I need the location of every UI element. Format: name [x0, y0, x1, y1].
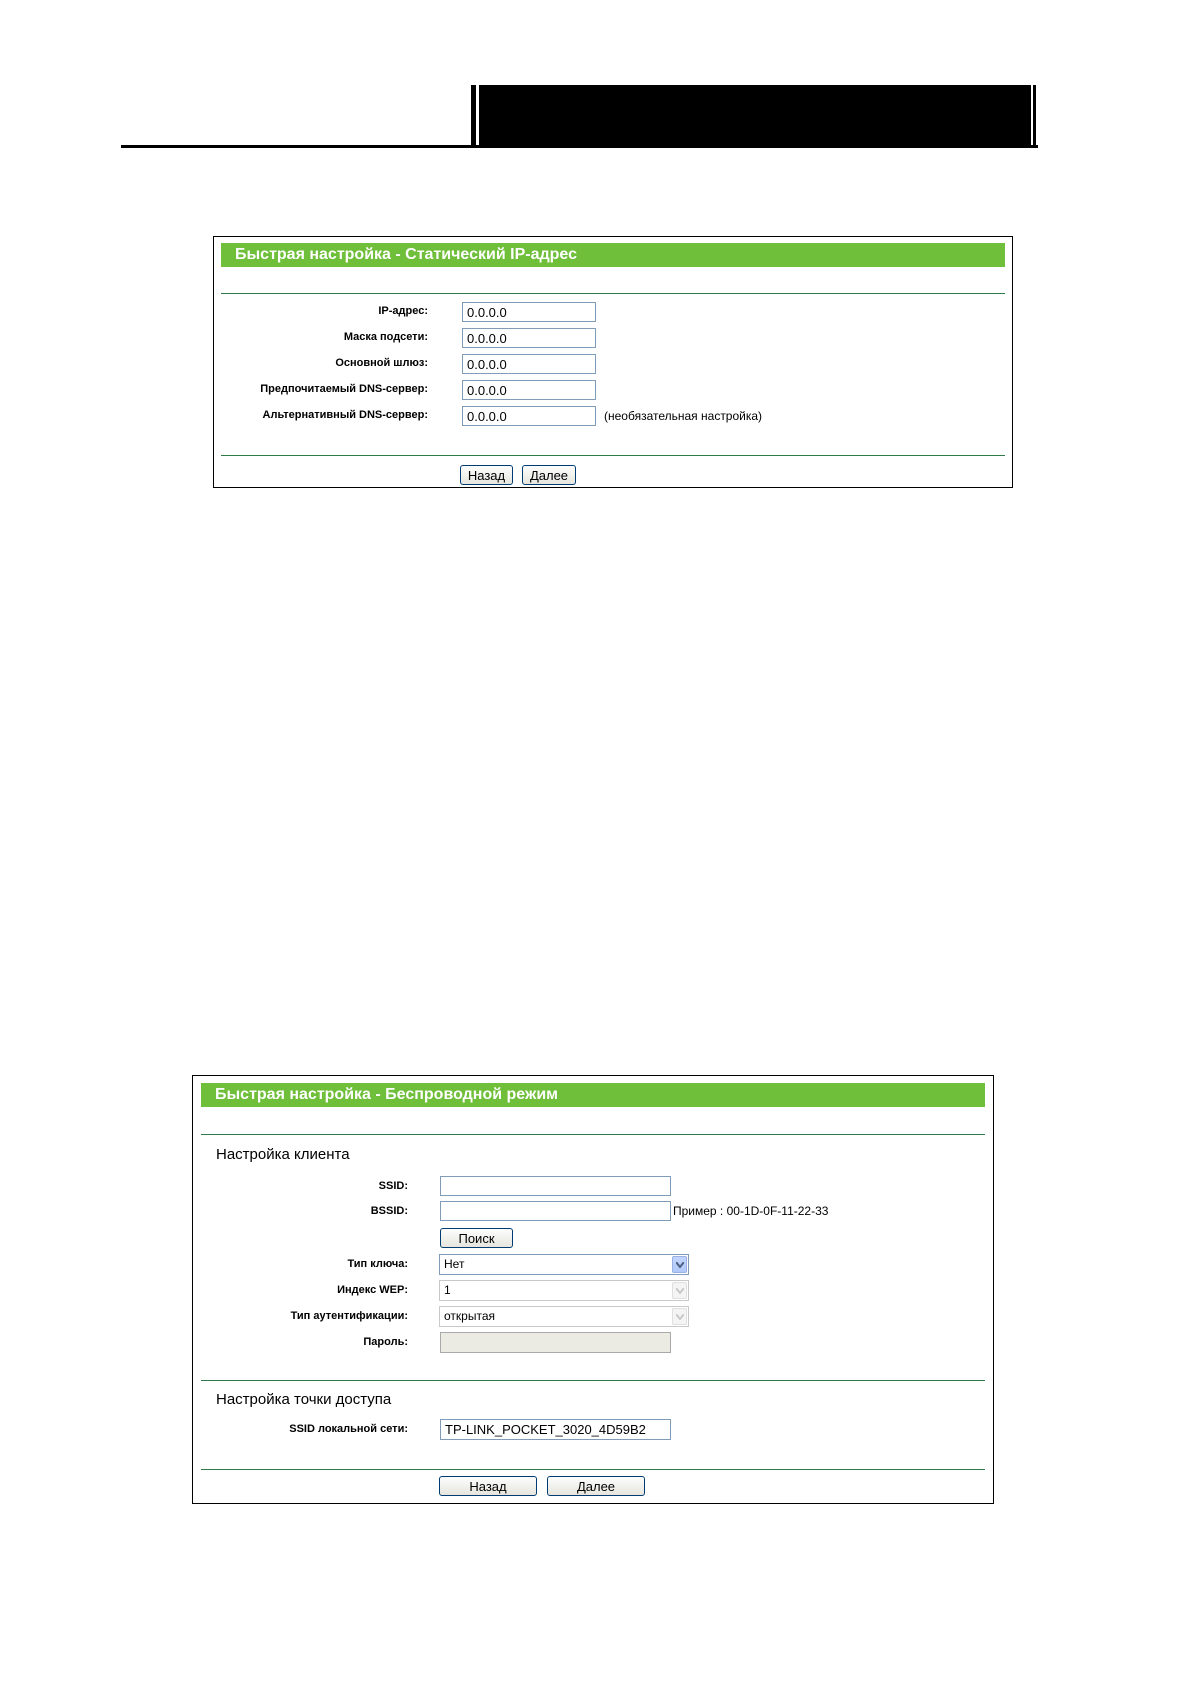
static-ip-panel: [213, 236, 1013, 488]
page-header-bar: [471, 85, 1036, 147]
auth-type-value: открытая: [444, 1309, 495, 1323]
default-gateway-label: Основной шлюз:: [335, 357, 428, 369]
search-button[interactable]: Поиск: [440, 1228, 513, 1248]
client-settings-heading: Настройка клиента: [216, 1146, 350, 1163]
wep-index-label: Индекс WEP:: [337, 1284, 408, 1296]
next-button[interactable]: Далее: [522, 465, 576, 485]
static-ip-title: Быстрая настройка - Статический IP-адрес: [221, 243, 1005, 267]
ssid-input[interactable]: [440, 1176, 671, 1196]
chevron-down-icon[interactable]: [672, 1308, 687, 1325]
bssid-label: BSSID:: [370, 1205, 408, 1217]
local-ssid-input[interactable]: [440, 1419, 671, 1440]
wireless-bottom-rule: [201, 1469, 985, 1470]
key-type-value: Нет: [444, 1257, 465, 1271]
chevron-down-icon[interactable]: [672, 1256, 687, 1273]
ssid-label: SSID:: [378, 1180, 408, 1192]
back-button[interactable]: Назад: [439, 1476, 537, 1496]
secondary-dns-label: Альтернативный DNS-сервер:: [262, 409, 428, 421]
bssid-example: Пример : 00-1D-0F-11-22-33: [673, 1204, 829, 1218]
primary-dns-label: Предпочитаемый DNS-сервер:: [260, 383, 428, 395]
wireless-title: Быстрая настройка - Беспроводной режим: [201, 1083, 985, 1107]
ap-settings-heading: Настройка точки доступа: [216, 1391, 392, 1408]
key-type-label: Тип ключа:: [347, 1258, 408, 1270]
next-button[interactable]: Далее: [547, 1476, 645, 1496]
subnet-mask-label: Маска подсети:: [343, 331, 428, 343]
static-ip-bottom-rule: [221, 455, 1005, 456]
ip-address-label: IP-адрес:: [378, 305, 428, 317]
auth-type-select[interactable]: [439, 1306, 689, 1327]
bssid-input[interactable]: [440, 1201, 671, 1221]
static-ip-top-rule: [221, 293, 1005, 294]
wireless-middle-rule: [201, 1380, 985, 1381]
secondary-dns-input[interactable]: [462, 406, 596, 426]
page-header-rule: [121, 145, 1038, 148]
wireless-top-rule: [201, 1134, 985, 1135]
local-ssid-label: SSID локальной сети:: [289, 1423, 408, 1435]
chevron-down-icon[interactable]: [672, 1282, 687, 1299]
auth-type-label: Тип аутентификации:: [290, 1310, 408, 1322]
wep-index-select[interactable]: [439, 1280, 689, 1301]
key-type-select[interactable]: [439, 1254, 689, 1275]
back-button[interactable]: Назад: [460, 465, 513, 485]
wireless-panel: [192, 1075, 994, 1504]
password-input[interactable]: [440, 1332, 671, 1353]
primary-dns-input[interactable]: [462, 380, 596, 400]
password-label: Пароль:: [363, 1336, 408, 1348]
subnet-mask-input[interactable]: [462, 328, 596, 348]
ip-address-input[interactable]: [462, 302, 596, 322]
default-gateway-input[interactable]: [462, 354, 596, 374]
wep-index-value: 1: [444, 1283, 451, 1297]
optional-setting-note: (необязательная настройка): [604, 409, 763, 423]
